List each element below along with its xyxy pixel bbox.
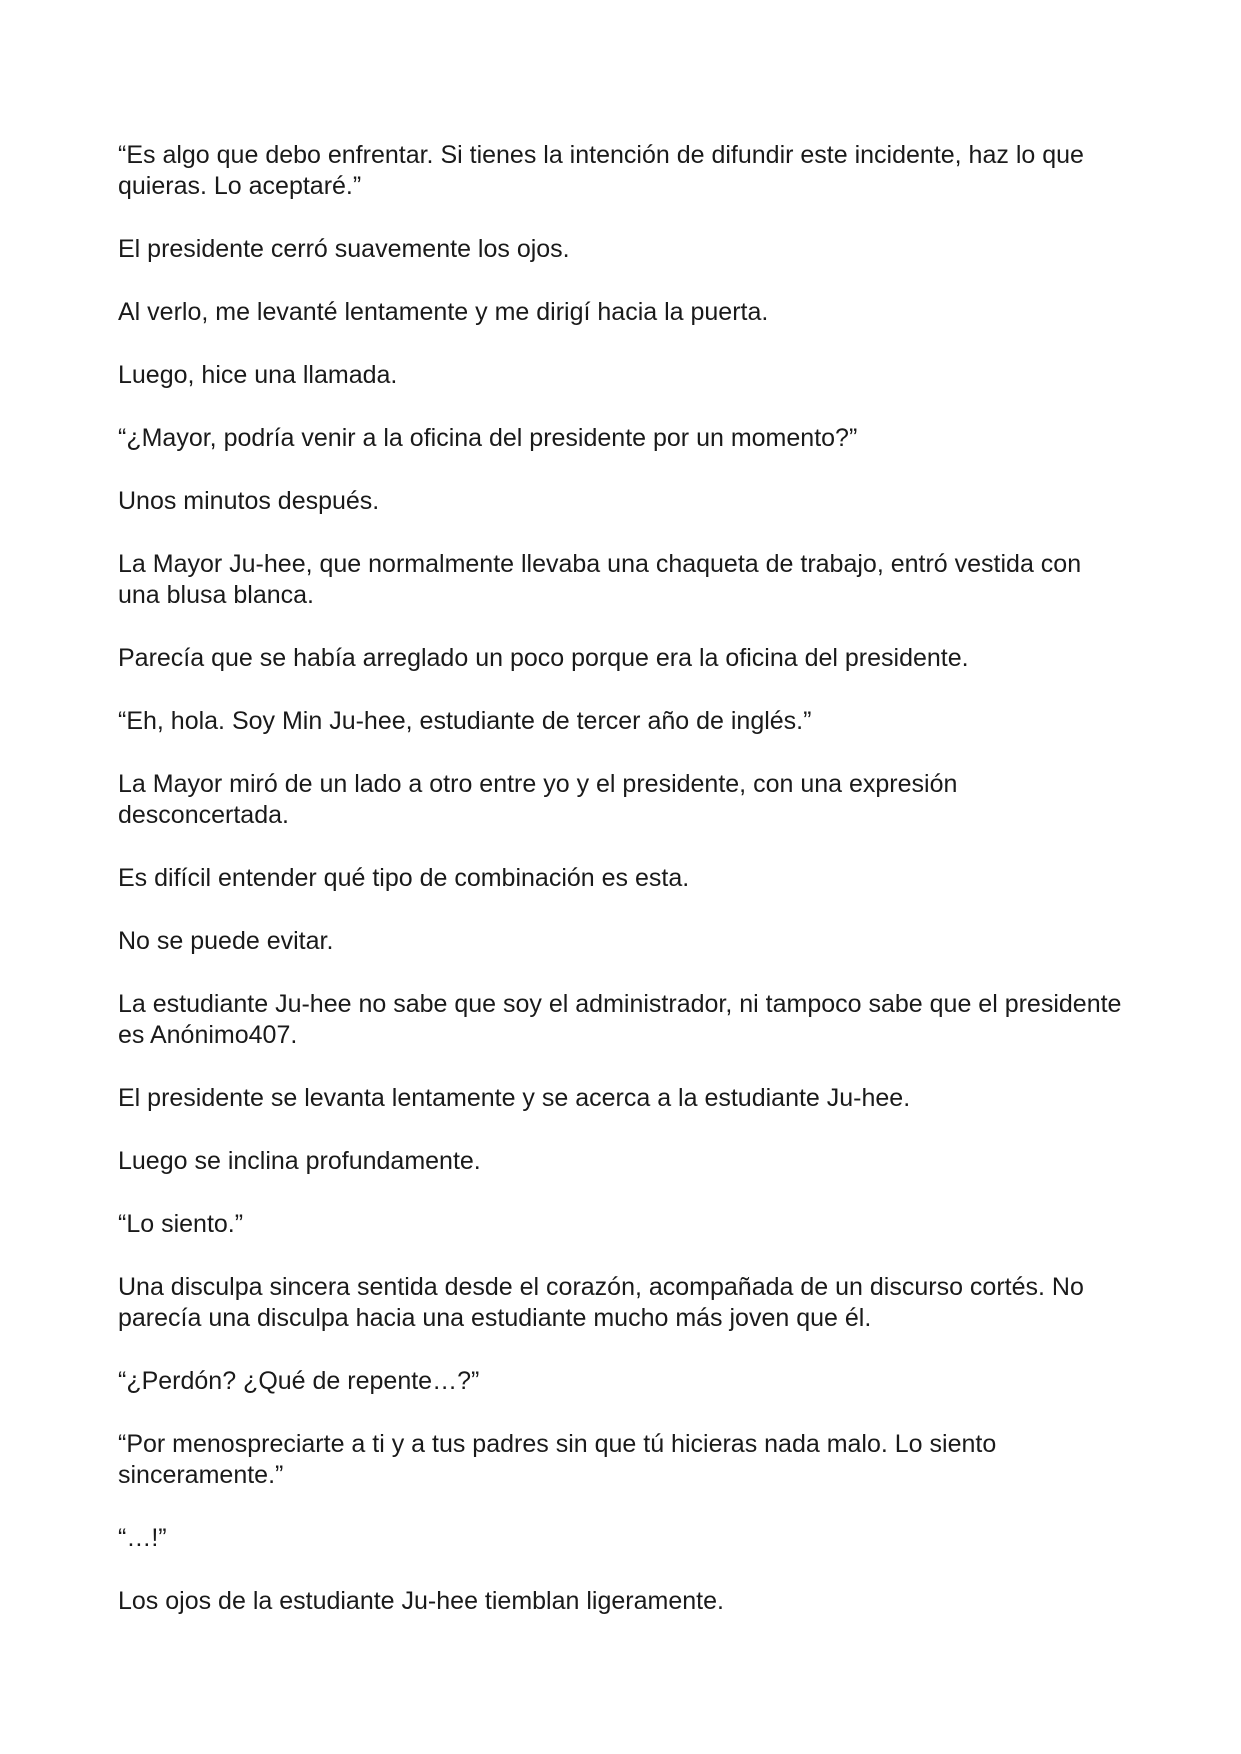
paragraph: El presidente se levanta lentamente y se acerca a la estudiante Ju-hee. (118, 1084, 911, 1112)
paragraph: Una disculpa sincera sentida desde el corazón, acompañada de un discurso cortés. No parecía una disculpa hacia una estudiante mucho más joven que él. (118, 1273, 1084, 1332)
paragraph: “…!” (118, 1524, 167, 1552)
paragraph: Parecía que se había arreglado un poco porque era la oficina del presidente. (118, 644, 969, 672)
paragraph: La Mayor Ju-hee, que normalmente llevaba una chaqueta de trabajo, entró vestida con una blusa blanca. (118, 550, 1082, 609)
paragraph: Al verlo, me levanté lentamente y me dirigí hacia la puerta. (118, 298, 769, 326)
paragraph: Es difícil entender qué tipo de combinación es esta. (118, 864, 690, 892)
paragraph: La Mayor miró de un lado a otro entre yo y el presidente, con una expresión desconcertada. (118, 770, 958, 829)
paragraph: Luego, hice una llamada. (118, 361, 398, 389)
paragraph: Luego se inclina profundamente. (118, 1147, 481, 1175)
paragraph: Los ojos de la estudiante Ju-hee tiemblan ligeramente. (118, 1587, 724, 1615)
paragraph: No se puede evitar. (118, 927, 334, 955)
paragraph: Unos minutos después. (118, 487, 380, 515)
paragraph: “Por menospreciarte a ti y a tus padres sin que tú hicieras nada malo. Lo siento sinceramente.” (118, 1430, 997, 1489)
paragraph: La estudiante Ju-hee no sabe que soy el administrador, ni tampoco sabe que el presidente es Anónimo407. (118, 990, 1122, 1049)
document-page (118, 140, 1128, 1649)
paragraph: “¿Perdón? ¿Qué de repente…?” (118, 1367, 480, 1395)
paragraph: “Lo siento.” (118, 1210, 244, 1238)
paragraph: El presidente cerró suavemente los ojos. (118, 235, 570, 263)
paragraph: “¿Mayor, podría venir a la oficina del presidente por un momento?” (118, 424, 858, 452)
paragraph: “Es algo que debo enfrentar. Si tienes la intención de difundir este incidente, haz lo que quieras. Lo aceptaré.” (118, 141, 1084, 200)
paragraph: “Eh, hola. Soy Min Ju-hee, estudiante de tercer año de inglés.” (118, 707, 812, 735)
